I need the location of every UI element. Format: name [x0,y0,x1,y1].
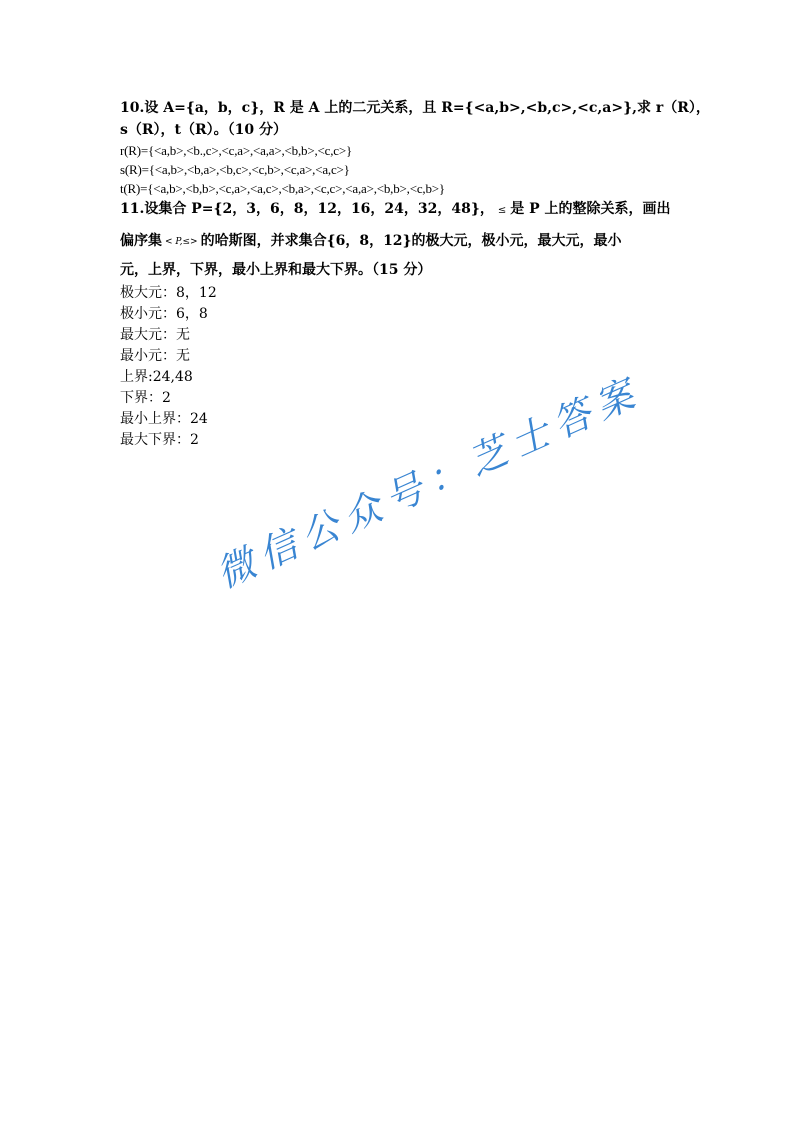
question-11-line-1-part-a: 11.设集合 P={2，3，6，8，12，16，24，32，48}， [120,201,494,217]
answer-t-closure: t(R)={<a,b>,<b,b>,<c,a>,<a,c>,<b,a>,<c,c>,<a,a>,<b,b>,<c,b>} [120,181,445,196]
watermark-text: 微信公众号：芝士答案 [209,369,648,597]
question-11-line-3: 元，上界，下界，最小上界和最大下界。（15 分） [120,262,432,278]
answer-least-element: 最小元：无 [120,348,190,364]
answer-s-closure: s(R)={<a,b>,<b,a>,<b,c>,<c,b>,<c,a>,<a,c>} [120,162,350,177]
divides-relation-symbol: ≤ [497,205,507,216]
question-11-line-1-part-b: 是 P 上的整除关系，画出 [510,201,671,217]
poset-symbol: < P,≤> [165,237,198,247]
answer-least-upper-bound: 最小上界：24 [120,411,208,427]
answer-greatest-lower-bound: 最大下界：2 [120,432,199,448]
answer-upper-bounds: 上界:24,48 [120,369,193,385]
answer-maximal-elements: 极大元：8，12 [120,285,217,301]
question-11-line-1 [120,198,680,222]
question-11-line-2-part-a: 偏序集 [120,233,162,249]
question-11-line-2-part-b: 的哈斯图，并求集合{6，8，12}的极大元，极小元，最大元，最小 [200,233,622,249]
question-10-line-1: 10.设 A={a，b，c}，R 是 A 上的二元关系，且 R={<a,b>,<b,c>,<c,a>},求 r（R）， [120,100,710,116]
answer-r-closure: r(R)={<a,b>,<b.,c>,<c,a>,<a,a>,<b,b>,<c,c>} [120,143,353,158]
answer-lower-bounds: 下界：2 [120,390,171,406]
question-10-line-2: s（R），t（R）。（10 分） [120,122,287,138]
answer-minimal-elements: 极小元：6，8 [120,306,208,322]
question-11-line-2 [120,228,680,255]
answer-greatest-element: 最大元：无 [120,327,190,343]
